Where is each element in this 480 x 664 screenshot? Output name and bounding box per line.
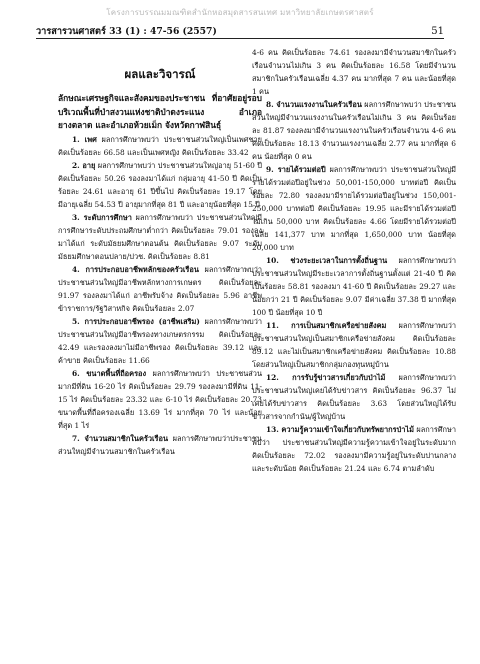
body-paragraph [252, 163, 456, 254]
header-rule [36, 38, 444, 39]
paragraph-text: ผลการศึกษาพบว่า ประชาชนส่วนใหญ่เป็นสมาชิกเครือข่ายสังคม คิดเป็นร้อยละ 89.12 และไม่เป็นสมาชิกเครือข่ายสังคม คิดเป็นร้อยละ 10.88 โดยส่วนใหญ่เป็นสมาชิกกลุ่มกองทุนหมู่บ้าน [252, 321, 456, 369]
body-paragraph [252, 319, 456, 371]
paragraph-lead: 8. จำนวนแรงงานในครัวเรือน [266, 100, 362, 109]
paragraph-text: ผลการศึกษาพบว่า ประชาชนส่วนใหญ่มีจำนวนแรงงานในครัวเรือนไม่เกิน 3 คน คิดเป็นร้อยละ 81.87 รองลงมามีจำนวนแรงงานในครัวเรือนจำนวน 4-6 คน คิดเป็นร้อยละ 18.13 จำนวนแรงงานเฉลี่ย 2.77 คน มากที่สุด 6 คน น้อยที่สุด 0 คน [252, 100, 456, 161]
paragraph-text: ผลการศึกษาพบว่า ประชาชนส่วนมากมีที่ดิน 16-20 ไร่ คิดเป็นร้อยละ 29.79 รองลงมามีที่ดิน 11-15 ไร่ คิดเป็นร้อยละ 23.32 และ 6-10 ไร่ คิดเป็นร้อยละ 20.73 ขนาดพื้นที่ถือครองเฉลี่ย 13.69 ไร่ มากที่สุด 70 ไร่ และน้อยที่สุด 1 ไร่ [58, 368, 262, 430]
paragraph-lead: 9. รายได้รวมต่อปี [266, 165, 326, 174]
paragraph-lead: 6. ขนาดพื้นที่ถือครอง [72, 368, 147, 378]
paragraph-lead: 2. อายุ [72, 160, 96, 170]
paragraph-text: ผลการศึกษาพบว่า ประชาชนส่วนใหญ่เป็นเพศชาย คิดเป็นร้อยละ 66.58 และเป็นเพศหญิง คิดเป็นร้อยละ 33.42 [58, 134, 262, 157]
right-paragraphs [252, 46, 456, 475]
page-number: 51 [431, 26, 444, 37]
watermark-text: โครงการบรรณมมณฑิตสำนักหอสมุดสารสนเทศ มหาวิทยาลัยเกษตรศาสตร์ [106, 8, 374, 17]
paragraph-text: ผลการศึกษาพบว่า ประชาชนส่วนใหญ่อายุ 51-60 ปี คิดเป็นร้อยละ 50.26 รองลงมาได้แก่ กลุ่มอายุ 41-50 ปี คิดเป็นร้อยละ 24.61 และอายุ 61 ปีขึ้นไป คิดเป็นร้อยละ 19.17 โดยมีอายุเฉลี่ย 54.53 ปี อายุมากที่สุด 81 ปี และอายุน้อยที่สุด 15 ปี [58, 160, 262, 209]
paragraph-lead: 11. การเป็นสมาชิกเครือข่ายสังคม [266, 321, 387, 330]
body-paragraph [58, 315, 262, 367]
body-paragraph [58, 159, 262, 211]
left-column [58, 66, 262, 458]
paragraph-text: ผลการศึกษาพบว่า ประชาชนส่วนใหญ่มีอาชีพรองทางเกษตรกรรม คิดเป็นร้อยละ 42.49 และรองลงมาไม่มีอาชีพรอง คิดเป็นร้อยละ 39.12 และค้าขาย คิดเป็นร้อยละ 11.66 [58, 316, 262, 365]
paragraph-text: ผลการศึกษาพบว่าประชาชนส่วนใหญ่มีระยะเวลาการตั้งถิ่นฐานตั้งแต่ 21-40 ปี คิดเป็นร้อยละ 58.81 รองลงมา 41-60 ปี คิดเป็นร้อยละ 29.27 และน้อยกว่า 21 ปี คิดเป็นร้อยละ 9.07 มีค่าเฉลี่ย 37.38 ปี มากที่สุด 100 ปี น้อยที่สุด 10 ปี [252, 256, 456, 317]
body-paragraph [252, 98, 456, 163]
section-subheading: ลักษณะเศรษฐกิจและสังคมของประชาชน ที่อาศัยอยู่รอบบริเวณพื้นที่ป่าสงวนแห่งชาติป่าดงระแนง อำเภอยางตลาด และอำเภอห้วยเม็ก จังหวัดกาฬสินธุ์ [58, 93, 262, 130]
paragraph-lead: 7. จำนวนสมาชิกในครัวเรือน [72, 433, 169, 443]
right-column [252, 46, 456, 475]
body-paragraph [58, 432, 262, 458]
body-paragraph [58, 367, 262, 432]
paragraph-text: ผลการศึกษาพบว่าประชาชนส่วนใหญ่มีอาชีพหลักทางการเกษตร คิดเป็นร้อยละ 91.97 รองลงมาได้แก่ อาชีพรับจ้าง คิดเป็นร้อยละ 5.96 อาชีพข้าราชการ/รัฐวิสาหกิจ คิดเป็นร้อยละ 2.07 [58, 264, 262, 313]
body-paragraph [252, 254, 456, 319]
paragraph-lead: 13. ความรู้ความเข้าใจเกี่ยวกับทรัพยากรป่าไม้ [266, 425, 415, 434]
paragraph-lead: 5. การประกอบอาชีพรอง (อาชีพเสริม) [72, 316, 200, 326]
paragraph-lead: 10. ช่วงระยะเวลาในการตั้งถิ่นฐาน [266, 256, 388, 265]
paragraph-text: 4-6 คน คิดเป็นร้อยละ 74.61 รองลงมามีจำนวนสมาชิกในครัวเรือนจำนวนไม่เกิน 3 คน คิดเป็นร้อยละ 16.58 โดยมีจำนวนสมาชิกในครัวเรือนเฉลี่ย 4.37 คน มากที่สุด 7 คน และน้อยที่สุด 1 คน [252, 48, 456, 96]
paragraph-lead: 1. เพศ [72, 134, 97, 144]
paragraph-text: ผลการศึกษาพบว่า ประชาชนส่วนใหญ่เคยได้รับข่าวสาร คิดเป็นร้อยละ 96.37 ไม่เคยได้รับข่าวสาร คิดเป็นร้อยละ 3.63 โดยส่วนใหญ่ได้รับข่าวสารจากกำนัน/ผู้ใหญ่บ้าน [252, 373, 456, 421]
left-paragraphs [58, 133, 262, 458]
paragraph-text: ผลการศึกษาพบว่า ประชาชนส่วนใหญ่มีความรู้ความเข้าใจอยู่ในระดับมาก คิดเป็นร้อยละ 72.02 รองลงมามีความรู้อยู่ในระดับปานกลางและระดับน้อย คิดเป็นร้อยละ 21.24 และ 6.74 ตามลำดับ [252, 425, 456, 473]
body-paragraph [58, 211, 262, 263]
body-paragraph [252, 371, 456, 423]
body-paragraph [58, 133, 262, 159]
paragraph-text: ผลการศึกษาพบว่าประชาชนส่วนใหญ่มีจำนวนสมาชิกในครัวเรือน [58, 433, 262, 456]
body-paragraph [252, 46, 456, 98]
body-paragraph [252, 423, 456, 475]
section-title: ผลและวิจารณ์ [124, 67, 196, 81]
paragraph-lead: 3. ระดับการศึกษา [72, 212, 132, 222]
journal-citation: วารสารวนศาสตร์ 33 (1) : 47-56 (2557) [36, 26, 217, 37]
paragraph-text: ผลการศึกษาพบว่า ประชาชนส่วนใหญ่มีการศึกษาระดับประถมศึกษาต่ำกว่า คิดเป็นร้อยละ 79.01 รองลงมาได้แก่ ระดับมัธยมศึกษาตอนต้น คิดเป็นร้อยละ 9.07 ระดับมัธยมศึกษาตอนปลาย/ปวช. คิดเป็นร้อยละ 8.81 [58, 212, 262, 261]
running-head [36, 24, 444, 39]
body-paragraph [58, 263, 262, 315]
paragraph-lead: 4. การประกอบอาชีพหลักของครัวเรือน [72, 264, 199, 274]
paragraph-text: ผลการศึกษาพบว่า ประชาชนส่วนใหญ่มีรายได้รวมต่อปีอยู่ในช่วง 50,001-150,000 บาทต่อปี คิดเป็นร้อยละ 72.80 รองลงมามีรายได้รวมต่อปีอยู่ในช่วง 150,001-250,000 บาทต่อปี คิดเป็นร้อยละ 19.95 และมีรายได้รวมต่อปีไม่เกิน 50,000 บาท คิดเป็นร้อยละ 4.66 โดยมีรายได้รวมต่อปีเฉลี่ย 141,377 บาท มากที่สุด 1,650,000 บาท น้อยที่สุด 20,000 บาท [252, 165, 456, 252]
paragraph-lead: 12. การรับรู้ข่าวสารเกี่ยวกับป่าไม้ [266, 373, 386, 382]
